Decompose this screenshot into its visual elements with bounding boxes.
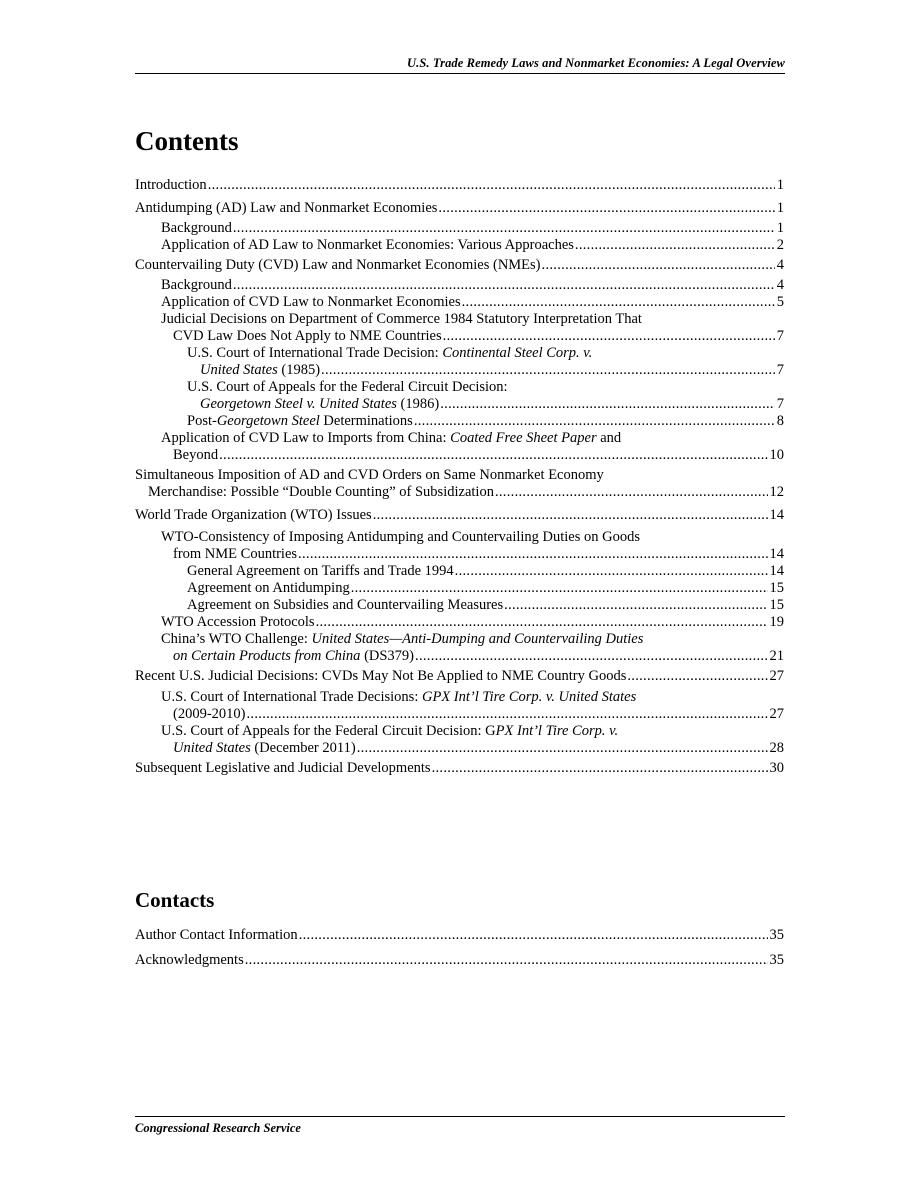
case-name: Georgetown Steel (216, 413, 320, 429)
case-name: United States—Anti-Dumping and Countervailing Duties (311, 631, 644, 647)
toc-entry-title: Post- (187, 413, 217, 429)
toc-entry-china-cvd[interactable] (135, 430, 784, 464)
toc-entry-china-wto-challenge[interactable] (135, 631, 784, 665)
toc-entry-antidumping[interactable] (135, 200, 784, 217)
toc-entry-ad-background[interactable] (135, 220, 784, 237)
toc-entry-title: Agreement on Subsidies and Countervailing Measures (187, 597, 504, 613)
dot-leader (316, 614, 768, 631)
toc-entry-title: Introduction (135, 177, 207, 193)
toc-entry-wto-consistency[interactable] (135, 529, 784, 563)
dot-leader (627, 668, 767, 685)
toc-entry-title-continued: (1985) (277, 362, 321, 378)
case-name: on Certain Products from China (173, 648, 361, 664)
toc-entry-page: 1 (776, 220, 784, 236)
toc-entry-page: 7 (776, 396, 784, 412)
toc-entry-title: U.S. Court of Appeals for the Federal Circuit Decision: (187, 379, 508, 395)
toc-entry-title: Antidumping (AD) Law and Nonmarket Economies (135, 200, 438, 216)
toc-entry-title-continued: (2009-2010) (173, 706, 246, 722)
toc-entry-title: WTO-Consistency of Imposing Antidumping and Countervailing Duties on Goods (161, 529, 641, 545)
toc-entry-title: Background (161, 277, 232, 293)
toc-entry-cvd[interactable] (135, 257, 784, 274)
dot-leader (208, 177, 775, 194)
dot-leader (321, 362, 775, 379)
toc-entry-wto-accession[interactable] (135, 614, 784, 631)
toc-entry-judicial-decisions[interactable] (135, 311, 784, 345)
toc-entry-title: General Agreement on Tariffs and Trade 1994 (187, 563, 454, 579)
dot-leader (575, 237, 775, 254)
toc-entry-title: U.S. Court of Appeals for the Federal Circuit Decision: G (161, 723, 496, 739)
toc-entry-title: Judicial Decisions on Department of Commerce 1984 Statutory Interpretation That (161, 311, 642, 327)
toc-entry-title: Author Contact Information (135, 927, 298, 943)
toc-entry-page: 14 (769, 546, 784, 562)
toc-entry-page: 10 (769, 447, 784, 463)
toc-entry-title: U.S. Court of International Trade Decision: (187, 345, 443, 361)
dot-leader (219, 447, 767, 464)
toc-entry-cvd-application[interactable] (135, 294, 784, 311)
toc-entry-page: 7 (776, 362, 784, 378)
toc-entry-page: 14 (769, 507, 784, 523)
toc-entry-ad-application[interactable] (135, 237, 784, 254)
toc-entry-title: Acknowledgments (135, 952, 244, 968)
toc-entry-title: WTO Accession Protocols (161, 614, 315, 630)
dot-leader (432, 760, 768, 777)
footer-rule (135, 1116, 785, 1117)
dot-leader (351, 580, 768, 597)
toc-entry-subsequent-developments[interactable] (135, 760, 784, 777)
toc-entry-page: 1 (776, 200, 784, 216)
toc-entry-title: Background (161, 220, 232, 236)
running-header: U.S. Trade Remedy Laws and Nonmarket Economies: A Legal Overview (406, 56, 785, 70)
toc-entry-title: China’s WTO Challenge: (161, 631, 312, 647)
toc-entry-introduction[interactable] (135, 177, 784, 194)
toc-entry-page: 1 (776, 177, 784, 193)
toc-entry-page: 5 (776, 294, 784, 310)
toc-entry-simultaneous-imposition[interactable] (135, 467, 784, 501)
dot-leader (440, 396, 775, 413)
toc-entry-title: Application of CVD Law to Nonmarket Economies (161, 294, 461, 310)
toc-entry-wto-issues[interactable] (135, 507, 784, 524)
toc-entry-recent-judicial[interactable] (135, 668, 784, 685)
toc-entry-title-continued: from NME Countries (173, 546, 298, 562)
toc-entry-author-contact[interactable] (135, 927, 784, 944)
toc-entry-title-continued: Determinations (319, 413, 413, 429)
toc-entry-title: Simultaneous Imposition of AD and CVD Orders on Same Nonmarket Economy (135, 467, 604, 483)
case-name: GPX Int’l Tire Corp. v. United States (421, 689, 637, 705)
dot-leader (495, 484, 768, 501)
dot-leader (233, 277, 775, 294)
case-name: United States (200, 362, 278, 378)
toc-entry-title: World Trade Organization (WTO) Issues (135, 507, 372, 523)
toc-entry-page: 15 (769, 580, 784, 596)
toc-entry-title: Application of AD Law to Nonmarket Economies: Various Approaches (161, 237, 574, 253)
toc-entry-title: Countervailing Duty (CVD) Law and Nonmarket Economies (NMEs) (135, 257, 541, 273)
toc-entry-title-continued: and (596, 430, 622, 446)
dot-leader (245, 952, 768, 969)
toc-entry-page: 30 (769, 760, 784, 776)
toc-entry-page: 19 (769, 614, 784, 630)
contacts-list (135, 927, 784, 969)
toc-entry-antidumping-agreement[interactable] (135, 580, 784, 597)
toc-entry-page: 15 (769, 597, 784, 613)
dot-leader (504, 597, 767, 614)
toc-entry-gpx-cit[interactable] (135, 689, 784, 723)
dot-leader (455, 563, 768, 580)
toc-entry-title-continued: (1986) (396, 396, 440, 412)
toc-entry-post-georgetown[interactable] (135, 413, 784, 430)
table-of-contents (135, 177, 784, 777)
header-rule (135, 73, 785, 74)
dot-leader (357, 740, 768, 757)
toc-entry-page: 27 (769, 706, 784, 722)
toc-entry-title: Recent U.S. Judicial Decisions: CVDs May Not Be Applied to NME Country Goods (135, 668, 627, 684)
dot-leader (373, 507, 768, 524)
toc-entry-acknowledgments[interactable] (135, 952, 784, 969)
toc-entry-title-continued: Merchandise: Possible “Double Counting” of Subsidization (148, 484, 494, 500)
toc-entry-title: Subsequent Legislative and Judicial Developments (135, 760, 431, 776)
case-name: Georgetown Steel v. United States (200, 396, 397, 412)
toc-entry-gatt[interactable] (135, 563, 784, 580)
toc-entry-page: 35 (769, 952, 784, 968)
dot-leader (414, 413, 775, 430)
dot-leader (462, 294, 775, 311)
running-footer: Congressional Research Service (135, 1121, 301, 1135)
toc-entry-page: 4 (776, 277, 784, 293)
toc-entry-page: 12 (769, 484, 784, 500)
dot-leader (247, 706, 768, 723)
toc-entry-page: 21 (769, 648, 784, 664)
toc-entry-page: 8 (776, 413, 784, 429)
toc-entry-scm-agreement[interactable] (135, 597, 784, 614)
dot-leader (438, 200, 774, 217)
toc-entry-page: 2 (776, 237, 784, 253)
toc-entry-title: Agreement on Antidumping (187, 580, 350, 596)
dot-leader (233, 220, 775, 237)
case-name: PX Int’l Tire Corp. v. (495, 723, 619, 739)
case-name: Coated Free Sheet Paper (450, 430, 597, 446)
toc-entry-page: 35 (769, 927, 784, 943)
dot-leader (542, 257, 775, 274)
toc-entry-page: 7 (776, 328, 784, 344)
toc-entry-title-continued: CVD Law Does Not Apply to NME Countries (173, 328, 442, 344)
toc-entry-cit-continental-steel[interactable] (135, 345, 784, 379)
dot-leader (298, 546, 767, 563)
toc-entry-title-continued: (DS379) (360, 648, 415, 664)
toc-entry-page: 4 (776, 257, 784, 273)
toc-entry-title: Application of CVD Law to Imports from China: (161, 430, 451, 446)
dot-leader (443, 328, 775, 345)
toc-entry-page: 28 (769, 740, 784, 756)
dot-leader (299, 927, 768, 944)
toc-entry-title-continued: (December 2011) (250, 740, 356, 756)
contents-heading: Contents (135, 126, 239, 156)
dot-leader (415, 648, 767, 665)
toc-entry-page: 14 (769, 563, 784, 579)
case-name: Continental Steel Corp. v. (442, 345, 593, 361)
toc-entry-title: U.S. Court of International Trade Decisions: (161, 689, 422, 705)
toc-entry-page: 27 (769, 668, 784, 684)
toc-entry-gpx-cafc[interactable] (135, 723, 784, 757)
toc-entry-title-continued: Beyond (173, 447, 219, 463)
contacts-heading: Contacts (135, 888, 215, 912)
toc-entry-cafc-georgetown-steel[interactable] (135, 379, 784, 413)
case-name: United States (173, 740, 251, 756)
toc-entry-cvd-background[interactable] (135, 277, 784, 294)
